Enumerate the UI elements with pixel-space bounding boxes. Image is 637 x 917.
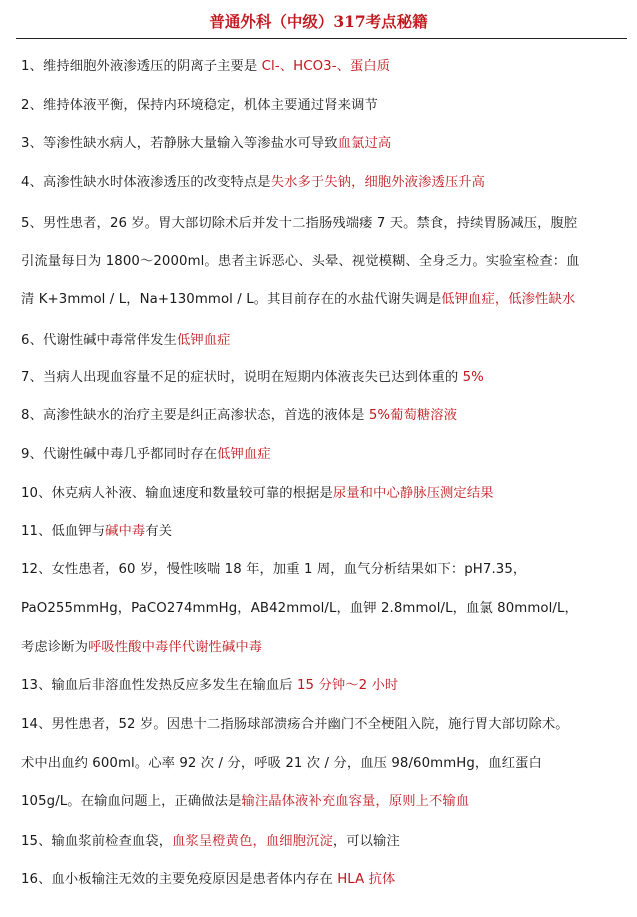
highlight-answer: 呼吸性酸中毒伴代谢性碱中毒	[87, 640, 263, 655]
line-text: 考虑诊断为	[21, 640, 88, 655]
highlight-answer: 低钾血症，低渗性缺水	[441, 292, 576, 307]
text-line	[21, 485, 494, 503]
text-line	[21, 561, 526, 579]
text-line	[21, 716, 569, 734]
highlight-answer: 碱中毒	[105, 524, 146, 539]
text-line	[21, 174, 485, 192]
text-line	[21, 135, 391, 153]
text-line	[21, 291, 575, 309]
text-line	[21, 677, 398, 695]
line-text: 引流量每日为 1800～2000ml。患者主诉恶心、头晕、视觉模糊、全身乏力。实验室检查：血	[21, 254, 580, 269]
text-line	[21, 523, 172, 541]
text-line	[21, 793, 469, 811]
line-text: PaO255mmHg，PaCO274mmHg，AB42mmol/L，血钾 2.8mmol/L，血氯 80mmol/L，	[21, 601, 578, 616]
text-line	[21, 639, 262, 657]
line-text: 6、代谢性碱中毒常伴发生	[21, 333, 177, 348]
line-text: 12、女性患者，60 岁，慢性咳喘 18 年，加重 1 周，血气分析结果如下：pH7.35，	[21, 562, 527, 577]
text-line	[21, 871, 395, 889]
line-text: 4、高渗性缺水时体液渗透压的改变特点是	[21, 175, 271, 190]
line-text: 16、血小板输注无效的主要免疫原因是患者体内存在	[21, 872, 338, 887]
highlight-answer: 低钾血症	[217, 447, 271, 462]
line-text: 3、等渗性缺水病人，若静脉大量输入等渗盐水可导致	[21, 136, 338, 151]
highlight-answer: 失水多于失钠，细胞外液渗透压升高	[270, 175, 486, 190]
text-line	[21, 97, 378, 115]
highlight-answer: 血浆呈橙黄色，血细胞沉淀	[172, 834, 333, 849]
highlight-answer: 尿量和中心静脉压测定结果	[332, 486, 494, 501]
highlight-answer: 低钾血症	[176, 333, 231, 348]
line-text: ，可以输注	[332, 834, 400, 849]
line-text: 7、当病人出现血容量不足的症状时，说明在短期内体液丧失已达到体重的	[21, 370, 463, 385]
line-text: 2、维持体液平衡，保持内环境稳定，机体主要通过肾来调节	[21, 98, 378, 113]
line-text: 9、代谢性碱中毒几乎都同时存在	[21, 447, 218, 462]
text-line	[21, 755, 542, 773]
line-text: 11、低血钾与	[21, 524, 106, 539]
line-text: 15、输血浆前检查血袋，	[21, 834, 173, 849]
text-line	[21, 332, 231, 350]
title-divider	[16, 38, 627, 39]
highlight-answer: HLA 抗体	[337, 872, 396, 887]
line-text: 有关	[145, 524, 173, 539]
text-line	[21, 58, 390, 76]
text-line	[21, 253, 580, 271]
line-text: 清 K+3mmol / L，Na+130mmol / L。其目前存在的水盐代谢失调是	[21, 292, 442, 307]
line-text: 术中出血约 600ml。心率 92 次 / 分，呼吸 21 次 / 分，血压 98/60mmHg，血红蛋白	[21, 756, 542, 771]
line-text: 5、男性患者，26 岁。胃大部切除术后并发十二指肠残端瘘 7 天。禁食，持续胃肠减压，腹腔	[21, 216, 578, 231]
text-line	[21, 215, 577, 233]
line-text: 105g/L。在输血问题上，正确做法是	[21, 794, 242, 809]
highlight-answer: 血氯过高	[337, 136, 392, 151]
text-line	[21, 446, 271, 464]
highlight-answer: 15 分钟～2 小时	[297, 678, 399, 693]
line-text: 10、休克病人补液、输血速度和数量较可靠的根据是	[21, 486, 333, 501]
line-text: 14、男性患者，52 岁。因患十二指肠球部溃疡合并幽门不全梗阻入院，施行胃大部切除术。	[21, 717, 569, 732]
line-text: 1、维持细胞外液渗透压的阴离子主要是	[21, 59, 262, 74]
highlight-answer: 输注晶体液补充血容量，原则上不输血	[241, 794, 470, 809]
line-text: 8、高渗性缺水的治疗主要是纠正高渗状态，首选的液体是	[21, 408, 369, 423]
line-text: 13、输血后非溶血性发热反应多发生在输血后	[21, 678, 297, 693]
highlight-answer: 5%葡萄糖溶液	[368, 408, 458, 423]
highlight-answer: 5%	[462, 370, 484, 385]
text-line	[21, 369, 484, 387]
text-line	[21, 407, 457, 425]
text-line	[21, 600, 578, 618]
highlight-answer: Cl-、HCO3-、蛋白质	[261, 59, 391, 74]
page-title: 普通外科（中级）317考点秘籍	[209, 12, 428, 31]
text-line	[21, 833, 400, 851]
